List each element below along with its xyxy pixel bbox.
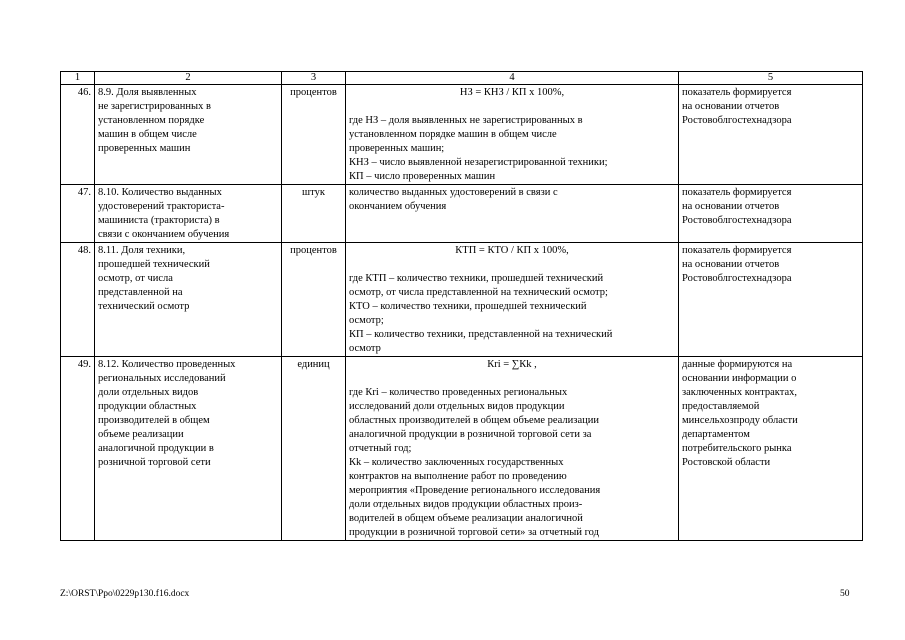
formula: Кri = ∑Кk , bbox=[487, 359, 537, 370]
name-line: машин в общем числе bbox=[98, 129, 197, 140]
formula: НЗ = КНЗ / КП х 100%, bbox=[459, 87, 565, 98]
unit: процентов bbox=[282, 243, 346, 357]
table-row bbox=[61, 85, 863, 185]
calculation-method bbox=[346, 185, 679, 243]
name-line: машиниста (тракториста) в bbox=[98, 215, 220, 226]
formula: КТП = КТО / КП х 100%, bbox=[455, 245, 569, 256]
desc-line: КТО – количество техники, прошедшей технический bbox=[349, 301, 587, 312]
header-col-2: 2 bbox=[95, 72, 282, 85]
desc-line: областных производителей в общем объеме реализации bbox=[349, 415, 599, 426]
row-number: 46. bbox=[61, 85, 95, 185]
name-line: розничной торговой сети bbox=[98, 457, 211, 468]
table-row bbox=[61, 243, 863, 357]
source-line: показатель формируется bbox=[682, 245, 792, 256]
name-line: удостоверений тракториста- bbox=[98, 201, 225, 212]
calculation-method bbox=[346, 243, 679, 357]
desc-line: контрактов на выполнение работ по проведению bbox=[349, 471, 567, 482]
row-number: 48. bbox=[61, 243, 95, 357]
desc-line: где НЗ – доля выявленных не зарегистрированных в bbox=[349, 115, 583, 126]
name-line: не зарегистрированных в bbox=[98, 101, 211, 112]
table-row bbox=[61, 357, 863, 541]
name-line: 8.9. Доля выявленных bbox=[98, 87, 197, 98]
data-source bbox=[679, 85, 863, 185]
indicator-name bbox=[95, 357, 282, 541]
header-col-4: 4 bbox=[346, 72, 679, 85]
desc-line: КП – количество техники, представленной на технический bbox=[349, 329, 613, 340]
source-line: минсельхозпроду области bbox=[682, 415, 798, 426]
name-line: аналогичной продукции в bbox=[98, 443, 214, 454]
name-line: осмотр, от числа bbox=[98, 273, 173, 284]
name-line: 8.11. Доля техники, bbox=[98, 245, 186, 256]
name-line: продукции областных bbox=[98, 401, 197, 412]
data-source bbox=[679, 243, 863, 357]
desc-line: исследований доли отдельных видов продукции bbox=[349, 401, 565, 412]
desc-line: установленном порядке машин в общем числе bbox=[349, 129, 557, 140]
name-line: технический осмотр bbox=[98, 301, 190, 312]
source-line: данные формируются на bbox=[682, 359, 793, 370]
source-line: основании информации о bbox=[682, 373, 797, 384]
desc-line: мероприятия «Проведение регионального исследования bbox=[349, 485, 601, 496]
desc-line: продукции в розничной торговой сети» за отчетный год bbox=[349, 527, 599, 538]
desc-line: осмотр; bbox=[349, 315, 384, 326]
desc-line: окончанием обучения bbox=[349, 201, 447, 212]
indicator-name bbox=[95, 185, 282, 243]
source-line: показатель формируется bbox=[682, 87, 792, 98]
source-line: на основании отчетов bbox=[682, 201, 780, 212]
header-col-3: 3 bbox=[282, 72, 346, 85]
desc-line: количество выданных удостоверений в связи с bbox=[349, 187, 558, 198]
name-line: 8.10. Количество выданных bbox=[98, 187, 222, 198]
calculation-method bbox=[346, 85, 679, 185]
name-line: представленной на bbox=[98, 287, 183, 298]
name-line: связи с окончанием обучения bbox=[98, 229, 230, 240]
name-line: проверенных машин bbox=[98, 143, 191, 154]
source-line: Ростовоблгостехнадзора bbox=[682, 273, 792, 284]
source-line: заключенных контрактах, bbox=[682, 387, 797, 398]
source-line: показатель формируется bbox=[682, 187, 792, 198]
data-source bbox=[679, 185, 863, 243]
desc-line: осмотр, от числа представленной на технический осмотр; bbox=[349, 287, 608, 298]
indicator-name bbox=[95, 243, 282, 357]
source-line: предоставляемой bbox=[682, 401, 760, 412]
source-line: Ростовоблгостехнадзора bbox=[682, 215, 792, 226]
name-line: 8.12. Количество проведенных bbox=[98, 359, 236, 370]
desc-line: доли отдельных видов продукции областных произ- bbox=[349, 499, 583, 510]
source-line: департаментом bbox=[682, 429, 750, 440]
page-number: 50 bbox=[840, 589, 850, 599]
source-line: Ростовоблгостехнадзора bbox=[682, 115, 792, 126]
name-line: объеме реализации bbox=[98, 429, 184, 440]
indicators-table bbox=[60, 71, 863, 541]
unit: штук bbox=[282, 185, 346, 243]
row-number: 47. bbox=[61, 185, 95, 243]
desc-line: где КТП – количество техники, прошедшей технический bbox=[349, 273, 604, 284]
table-row bbox=[61, 185, 863, 243]
unit: единиц bbox=[282, 357, 346, 541]
footer-file-path: Z:\ORST\Ppo\0229p130.f16.docx bbox=[60, 589, 190, 599]
indicator-name bbox=[95, 85, 282, 185]
row-number: 49. bbox=[61, 357, 95, 541]
desc-line: где Кri – количество проведенных региональных bbox=[349, 387, 568, 398]
header-col-1: 1 bbox=[61, 72, 95, 85]
desc-line: КНЗ – число выявленной незарегистрированной техники; bbox=[349, 157, 608, 168]
source-line: Ростовской области bbox=[682, 457, 771, 468]
header-col-5: 5 bbox=[679, 72, 863, 85]
unit: процентов bbox=[282, 85, 346, 185]
name-line: региональных исследований bbox=[98, 373, 226, 384]
name-line: производителей в общем bbox=[98, 415, 210, 426]
source-line: потребительского рынка bbox=[682, 443, 792, 454]
desc-line: Кk – количество заключенных государственных bbox=[349, 457, 564, 468]
table-header-row bbox=[61, 72, 863, 85]
name-line: установленном порядке bbox=[98, 115, 205, 126]
desc-line: КП – число проверенных машин bbox=[349, 171, 496, 182]
calculation-method bbox=[346, 357, 679, 541]
desc-line: водителей в общем объеме реализации аналогичной bbox=[349, 513, 583, 524]
desc-line: проверенных машин; bbox=[349, 143, 445, 154]
source-line: на основании отчетов bbox=[682, 259, 780, 270]
data-source bbox=[679, 357, 863, 541]
name-line: доли отдельных видов bbox=[98, 387, 199, 398]
name-line: прошедшей технический bbox=[98, 259, 210, 270]
desc-line: осмотр bbox=[349, 343, 381, 354]
desc-line: аналогичной продукции в розничной торговой сети за bbox=[349, 429, 592, 440]
desc-line: отчетный год; bbox=[349, 443, 412, 454]
source-line: на основании отчетов bbox=[682, 101, 780, 112]
